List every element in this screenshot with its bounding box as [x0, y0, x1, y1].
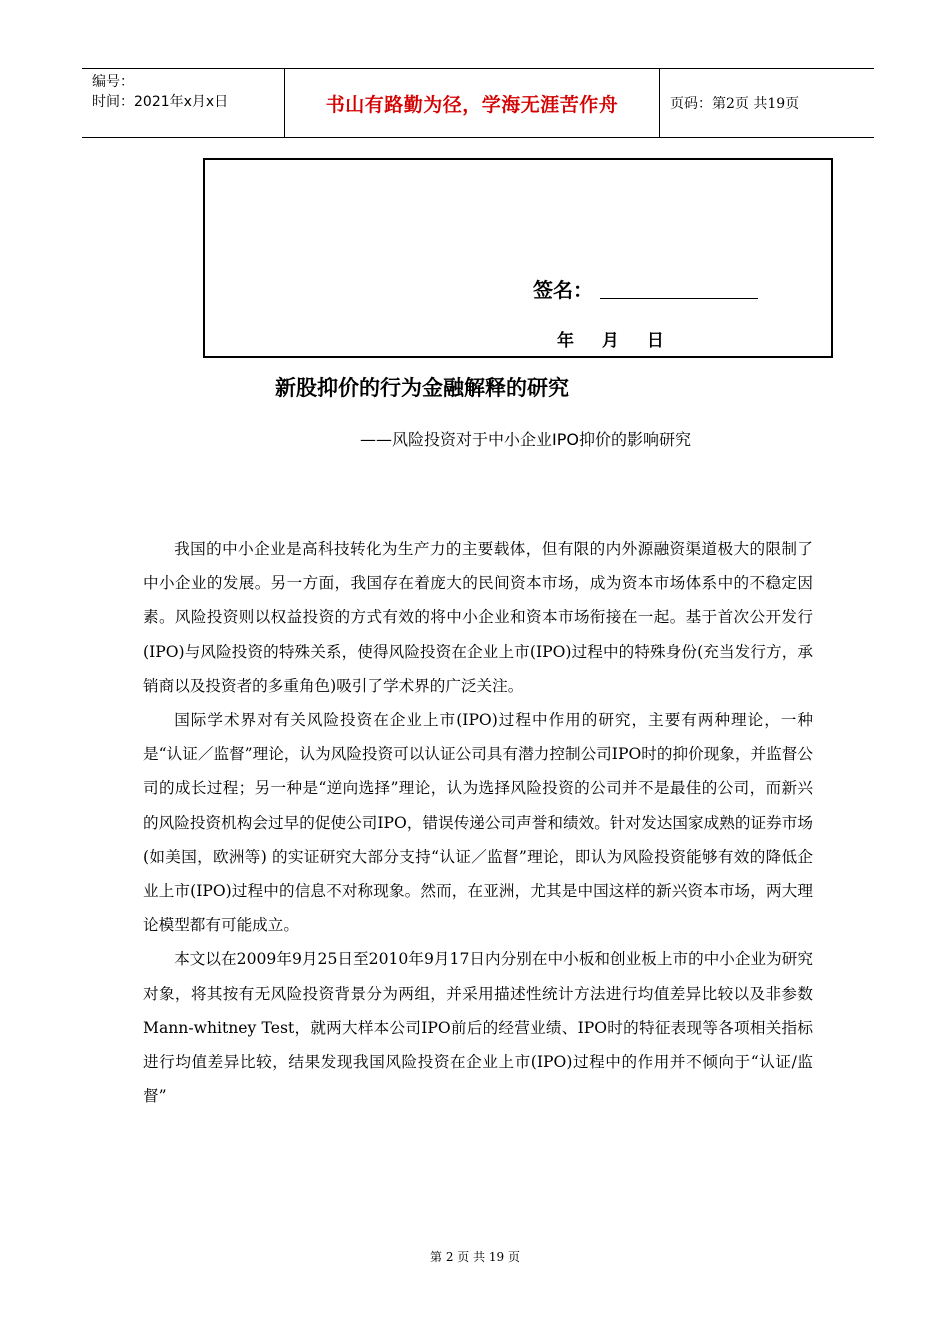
header-motto: 书山有路勤为径，学海无涯苦作舟 — [285, 69, 660, 137]
signature-line[interactable] — [600, 298, 758, 299]
time-label: 时间：2021年x月x日 — [92, 94, 229, 110]
serial-label: 编号： — [92, 74, 134, 90]
signature-box — [203, 158, 833, 358]
signature-date: 年 月 日 — [557, 331, 664, 351]
paragraph: 我国的中小企业是高科技转化为生产力的主要载体，但有限的内外源融资渠道极大的限制了中小企业的发展。另一方面，我国存在着庞大的民间资本市场，成为资本市场体系中的不稳定因素。风险投资则以权益投资的方式有效的将中小企业和资本市场衔接在一起。基于首次公开发行(IPO)与风险投资的特殊关系，使得风险投资在企业上市(IPO)过程中的特殊身份(充当发行方，承销商以及投资者的多重角色)吸引了学术界的广泛关注。 — [143, 540, 813, 695]
paragraph: 国际学术界对有关风险投资在企业上市(IPO)过程中作用的研究，主要有两种理论，一种是“认证／监督”理论，认为风险投资可以认证公司具有潜力控制公司IPO时的抑价现象，并监督公司的成长过程；另一种是“逆向选择”理论，认为选择风险投资的公司并不是最佳的公司，而新兴的风险投资机构会过早的促使公司IPO，错误传递公司声誉和绩效。针对发达国家成熟的证券市场(如美国，欧洲等) 的实证研究大部分支持“认证／监督”理论，即认为风险投资能够有效的降低企业上市(IPO)过程中的信息不对称现象。然而，在亚洲，尤其是中国这样的新兴资本市场，两大理论模型都有可能成立。 — [143, 711, 813, 935]
page-header — [82, 68, 874, 138]
header-meta — [82, 69, 285, 137]
paragraph: 本文以在2009年9月25日至2010年9月17日内分别在中小板和创业板上市的中小企业为研究对象，将其按有无风险投资背景分为两组，并采用描述性统计方法进行均值差异比较以及非参数Mann-whitney Test，就两大样本公司IPO前后的经营业绩、IPO时的特征表现等各项相关指标进行均值差异比较，结果发现我国风险投资在企业上市(IPO)过程中的作用并不倾向于“认证/监督” — [143, 950, 813, 1106]
header-page-label: 页码：第2页 共19页 — [670, 96, 800, 112]
sign-label: 签名： — [533, 278, 593, 302]
page-footer: 第 2 页 共 19 页 — [430, 1250, 520, 1264]
document-title: 新股抑价的行为金融解释的研究 — [275, 376, 569, 400]
body-text — [143, 532, 813, 1113]
document-subtitle: ——风险投资对于中小企业IPO抑价的影响研究 — [360, 430, 691, 449]
